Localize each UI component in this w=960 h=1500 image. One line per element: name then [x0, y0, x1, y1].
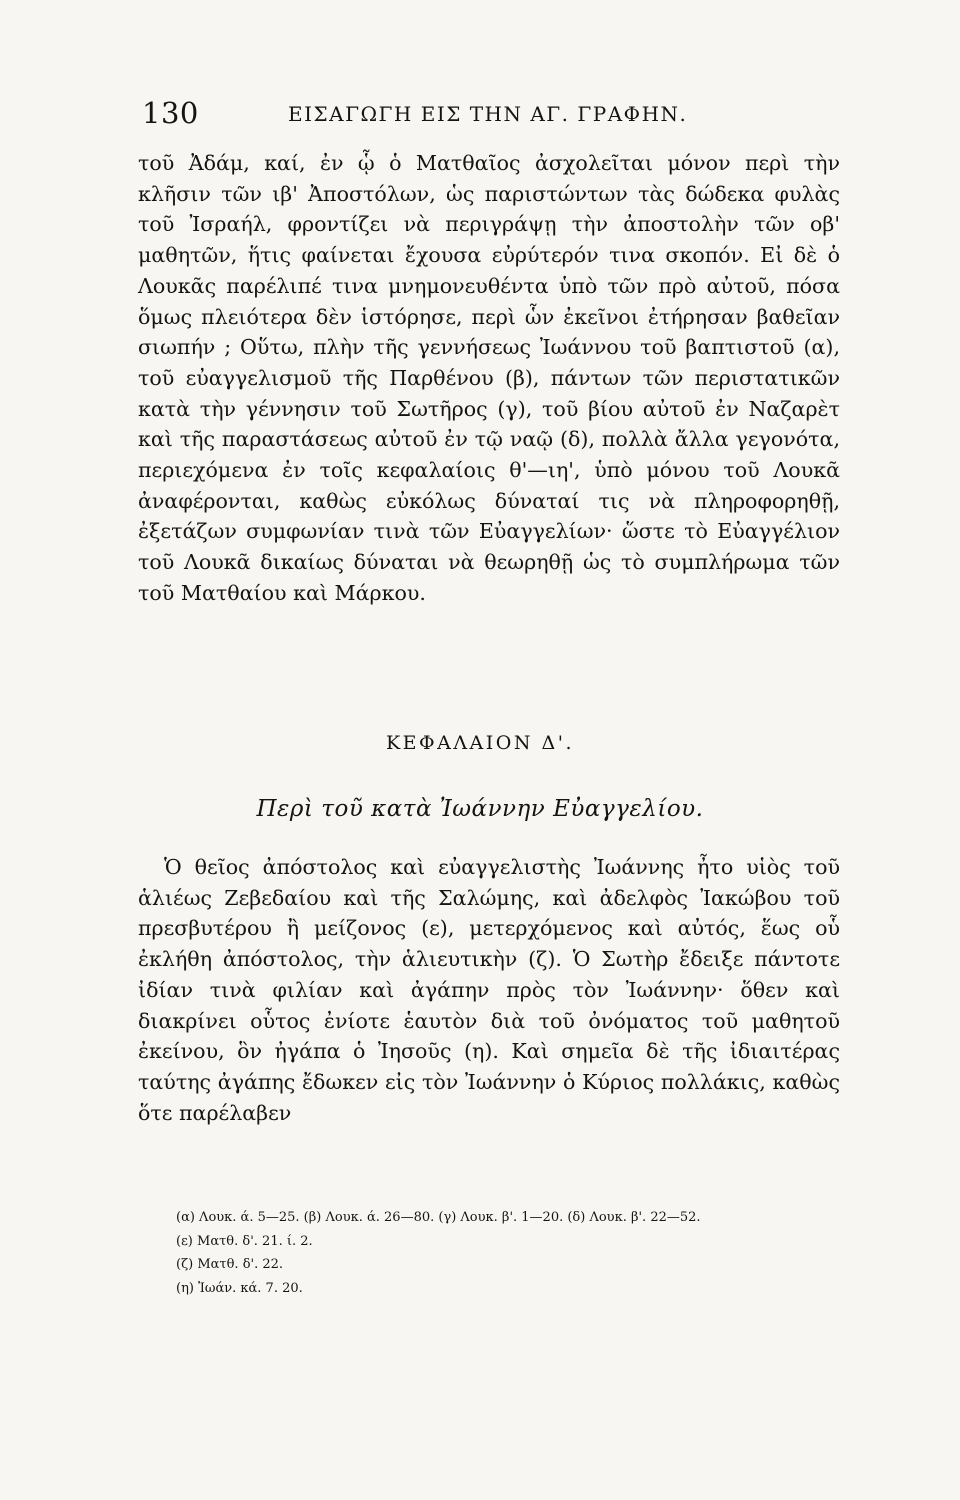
page-number: 130: [142, 96, 199, 130]
footnote-z: (ζ) Ματθ. δ'. 22.: [176, 1257, 284, 1272]
chapter-subtitle: Περὶ τοῦ κατὰ Ἰωάννην Εὐαγγελίου.: [256, 796, 704, 822]
footnote-a-d: (α) Λουκ. ά. 5—25. (β) Λουκ. ά. 26—80. (γ) Λουκ. β'. 1—20. (δ) Λουκ. β'. 22—52.: [176, 1210, 701, 1225]
chapter-heading: ΚΕΦΑΛΑΙΟΝ Δ'.: [385, 732, 575, 754]
running-head: [140, 96, 700, 136]
paragraph-continuation: τοῦ Ἀδάμ, καί, ἐν ᾧ ὁ Ματθαῖος ἀσχολεῖται μόνον περὶ τὴν κλῆσιν τῶν ιβ' Ἀποστόλων, ὡς παριστώντων τὰς δώδεκα φυλὰς τοῦ Ἰσραήλ, φροντίζει νὰ περιγράψῃ τὴν ἀποστολὴν τῶν οβ' μαθητῶν, ἥτις φαίνεται ἔχουσα εὐρύτερόν τινα σκοπόν. Εἰ δὲ ὁ Λουκᾶς παρέλιπέ τινα μνημονευθέντα ὑπὸ τῶν πρὸ αὐτοῦ, πόσα ὅμως πλειότερα δὲν ἱστόρησε, περὶ ὧν ἐκεῖνοι ἐτήρησαν βαθεῖαν σιωπήν ; Οὕτω, πλὴν τῆς γεννήσεως Ἰωάννου τοῦ βαπτιστοῦ (α), τοῦ εὐαγγελισμοῦ τῆς Παρθένου (β), πάντων τῶν περιστατικῶν κατὰ τὴν γέννησιν τοῦ Σωτῆρος (γ), τοῦ βίου αὐτοῦ ἐν Ναζαρὲτ καὶ τῆς παραστάσεως αὐτοῦ ἐν τῷ ναῷ (δ), πολλὰ ἄλλα γεγονότα, περιεχόμενα ἐν τοῖς κεφαλαίοις θ'—ιη', ὑπὸ μόνου τοῦ Λουκᾶ ἀναφέρονται, καθὼς εὐκόλως δύναταί τις νὰ πληροφορηθῇ, ἐξετάζων συμφωνίαν τινὰ τῶν Εὐαγγελίων· ὥστε τὸ Εὐαγγέλιον τοῦ Λουκᾶ δικαίως δύναται νὰ θεωρηθῇ ὡς τὸ συμπλήρωμα τῶν τοῦ Ματθαίου καὶ Μάρκου.: [138, 151, 840, 605]
running-title: ΕΙΣΑΓΩΓΗ ΕΙΣ ΤΗΝ ΑΓ. ΓΡΑΦΗΝ.: [288, 102, 688, 126]
footnote-h: (η) Ἰωάν. κά. 7. 20.: [176, 1280, 303, 1296]
footnotes: [176, 1206, 836, 1300]
footnote-e: (ε) Ματθ. δ'. 21. ί. 2.: [176, 1233, 313, 1249]
paragraph-john-intro: Ὁ θεῖος ἀπόστολος καὶ εὐαγγελιστὴς Ἰωάννης ἦτο υἱὸς τοῦ ἁλιέως Ζεβεδαίου καὶ τῆς Σαλώμης, καὶ ἀδελφὸς Ἰακώβου τοῦ πρεσβυτέρου ἢ μείζονος (ε), μετερχόμενος καὶ αὐτός, ἕως οὗ ἐκλήθη ἀπόστολος, τὴν ἁλιευτικὴν (ζ). Ὁ Σωτὴρ ἔδειξε πάντοτε ἰδίαν τινὰ φιλίαν καὶ ἀγάπην πρὸς τὸν Ἰωάννην· ὅθεν καὶ διακρίνει οὗτος ἐνίοτε ἑαυτὸν διὰ τοῦ ὀνόματος τοῦ μαθητοῦ ἐκείνου, ὃν ἠγάπα ὁ Ἰησοῦς (η). Καὶ σημεῖα δὲ τῆς ἰδιαιτέρας ταύτης ἀγάπης ἔδωκεν εἰς τὸν Ἰωάννην ὁ Κύριος πολλάκις, καθὼς ὅτε παρέλαβεν: [138, 855, 840, 1125]
